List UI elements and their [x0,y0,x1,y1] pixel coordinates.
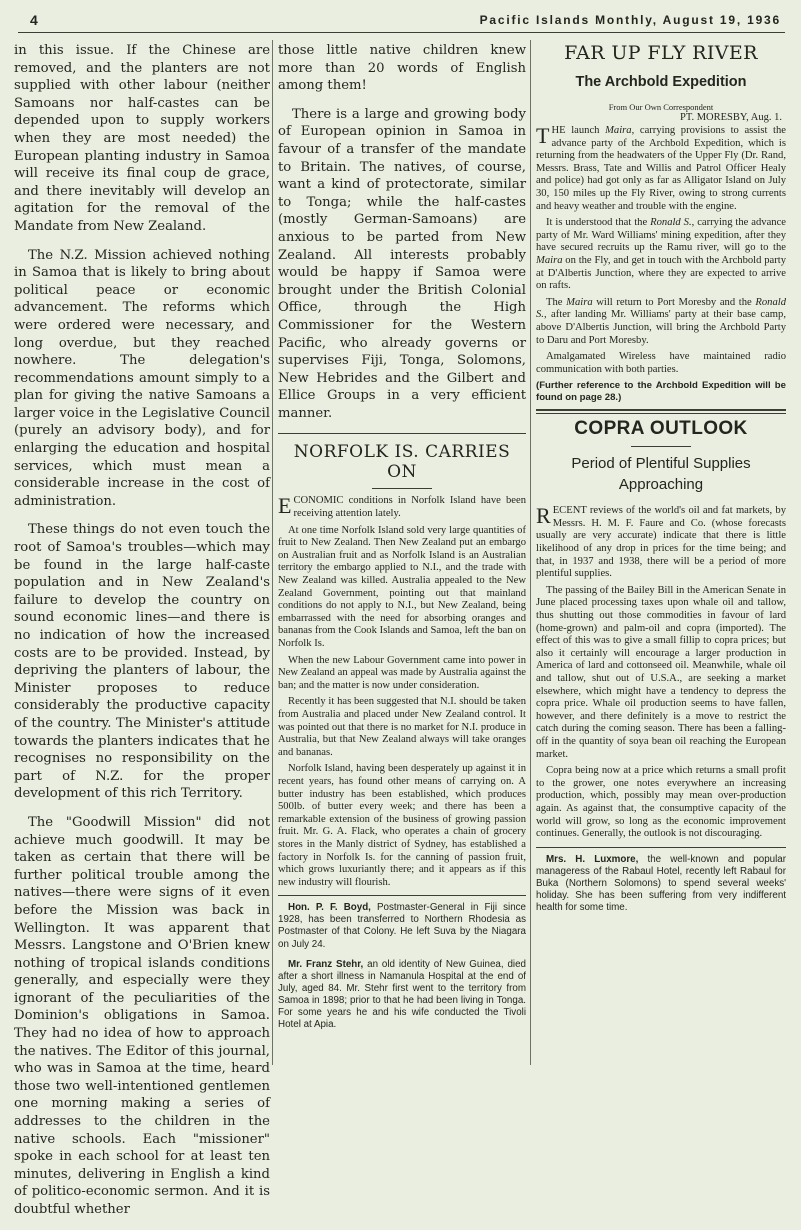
norfolk-headline: NORFOLK IS. CARRIES ON [293,442,511,483]
paragraph: RECENT reviews of the world's oil and fat markets, by Messrs. H. M. F. Faure and Co. (whose forecasts usually are very accurate) indicate that there is little likelihood of any drop in prices for the time being; and that, in 1937 and 1938, there will be a period of more plentiful supplies. [536,503,786,580]
paragraph: ECONOMIC conditions in Norfolk Island have been receiving attention lately. [278,493,526,520]
divider [631,446,691,447]
paragraph: THE launch Maira, carrying provisions to assist the advance party of the Archbold Expedition, which is returning from the headwaters of the Upper Fly (Dr. Rand, Messrs. Brass, Tate and Willis and Patrol Officer Healy and police) had got only as far as Alligator Island on July 30, 150 miles up the Fly River, owing to strong currents and heavy weather and trouble with the engine. [536,123,786,212]
divider [278,433,526,434]
drop-cap: E [278,493,292,519]
divider [372,488,432,489]
byline: From Our Own Correspondent [608,102,714,112]
news-item-stehr: Mr. Franz Stehr, an old identity of New Guinea, died after a short illness in Namanula Hospital at the end of July, aged 84. Mr. Stehr first went to the territory from Samoa in 1898; prior to that he had been living in Tonga. For some years he and his wife conducted the Tivoli Hotel at Apia. [278,958,527,1031]
paragraph: There is a large and growing body of European opinion in Samoa in favour of a transfer of the mandate to Britain. The natives, of course, want a kind of protectorate, similar to Tonga; while the half-castes (mostly German-Samoans) are anxious to be parted from New Zealand. All interests probably would be happy if Samoa were brought under the British Colonial Office, through the High Commissioner for the Western Pacific, who already governs or supervises Fiji, Tonga, Solomons, New Hebrides and the Gilbert and Ellice Groups in a very efficient manner. [278,106,526,421]
page-number: 4 [30,12,38,28]
paragraph: The passing of the Bailey Bill in the American Senate in June placed processing taxes upon whale oil and tallow, thus shutting out those commodities in favour of lard (home-grown) and palm-oil and copra (imported). The effect of this was to give a small fillip to copra prices; but also it certainly will encourage a larger production in America of lard and cottonseed oil. Meanwhile, whale oil and tallow, shut out of U.S.A., are seeking a market elsewhere, which might have a tendency to depress the copra price. Whale oil production seems to have fallen, however, and there definitely is a move to restrict the catch during the coming season. There has been a falling-off in the quantity of soya bean oil reaching the European market. [536,584,786,760]
column-left [14,42,270,1230]
drop-cap: R [536,503,551,529]
masthead: Pacific Islands Monthly, August 19, 1936 [479,13,781,27]
news-item-luxmore: Mrs. H. Luxmore, the well-known and popular manageress of the Rabaul Hotel, recently left Rabaul for Buka (Northern Solomons) to spend several weeks' holiday. She has been suffering from very indifferent health for some time. [536,853,786,914]
paragraph: Recently it has been suggested that N.I. should be taken from Australia and placed under New Zealand control. It was pointed out that there is no market for N.I. produce in Australia, but that New Zealand always will take oranges and bananas. [278,696,526,758]
page-header [18,10,785,33]
paragraph: Amalgamated Wireless have maintained radio communication with both parties. [536,351,786,375]
paragraph: It is understood that the Ronald S., carrying the advance party of Mr. Ward Williams' mining expedition, after they have secured recruits up the Ramu river, will go to the Maira on the Fly, and get in touch with the Archbold party at D'Albertis Junction, where they are expected to arrive on rafts. [536,217,786,292]
copra-subheadline: Period of Plentiful Supplies Approaching [571,455,751,494]
drop-cap: T [536,123,550,148]
fly-river-subheadline: The Archbold Expedition [575,74,747,90]
paragraph: The Maira will return to Port Moresby and the Ronald S., after landing Mr. Williams' party at their base camp, above D'Albertis Junction, will bring the Archbold Party to Daru and Port Moresby. [536,296,786,346]
divider [536,847,786,848]
divider [536,409,786,414]
paragraph: These things do not even touch the root of Samoa's troubles—which may be found in the large half-caste population and in New Zealand's failure to develop the country on sound economic lines—and there is no indication of how the increased costs are to be provided. Instead, by depriving the planters of labour, the Minister proposes to reduce considerably the productive capacity of the country. The Minister's attitude towards the planters indicates that he recognises no responsibility on the part of N.Z. for the proper development of this rich Territory. [14,522,270,802]
fly-river-headline: FAR UP FLY RIVER [564,42,758,64]
paragraph: At one time Norfolk Island sold very large quantities of fruit to New Zealand. Then New Zealand put an embargo on Australian fruit and as Norfolk Island is an Australian territory the embargo applied to N.I., and the trade with New Zealand was killed. Australia appealed to the New Zealand Government, pointing out that mainland conditions do not apply to N.I., but New Zealand, being embarrassed with the need for absorbing oranges and bananas from the Cook Islands and Samoa, left the ban on Norfolk Is. [278,524,526,649]
paragraph: The N.Z. Mission achieved nothing in Samoa that is likely to bring about political peace or economic advancement. The reforms which were ordered were necessary, and long overdue, but they reached nowhere. The delegation's recommendations amount simply to a plan for giving the native Samoans a larger voice in the Legislative Council (purely an advisory body), and for enlarging the education and hospital services, which must mean a considerable increase in the cost of administration. [14,247,270,509]
dateline: PT. MORESBY, Aug. 1. [679,112,782,123]
cross-reference-note: (Further reference to the Archbold Expedition will be found on page 28.) [536,380,786,403]
paragraph: Norfolk Island, having been desperately up against it in recent years, has found other means of carrying on. A butter industry has been established, which produces 500lb. of butter every week; and there has been a remarkable extension of the business of growing passion fruit. Mr. G. A. Flack, who operates a chain of grocery stores in the Manly district of Sydney, has established a factory in Norfolk Is. for the canning of passion fruit, which grows luxuriantly there; and it appears as if this new industry will flourish. [278,763,526,888]
divider [278,895,526,896]
column-divider [272,40,273,1065]
copra-headline: COPRA OUTLOOK [574,418,748,440]
column-divider [530,40,531,1065]
news-item-boyd: Hon. P. F. Boyd, Postmaster-General in Fiji since 1928, has been transferred to Northern Rhodesia as Postmaster of that Colony. He left Suva by the Niagara on July 24. [278,902,526,950]
paragraph: those little native children knew more than 20 words of English among them! [278,43,526,94]
paragraph: The "Goodwill Mission" did not achieve much goodwill. It may be taken as certain that there will be further political trouble among the natives—there were signs of it even before the Mission was back in Wellington. It was apparent that Messrs. Langstone and O'Brien knew nothing of tropical islands conditions generally, and especially were they ignorant of the peculiarities of the Dominion's obligations in Samoa. They had no idea of how to approach the natives. The Editor of this journal, who was in Samoa at the time, heard those two well-intentioned gentlemen one morning making a series of addresses to the children in the native schools. Each "missioner" spoke in each school for at least ten minutes, delivering in English a kind of politico-economic sermon. And it is doubtful whether [14,814,270,1217]
column-middle [278,42,526,1039]
paragraph: in this issue. If the Chinese are removed, and the planters are not supplied with other labour (neither Samoans nor half-castes can be depended upon to supply workers when they are most needed) the European planting industry in Samoa will receive its final coup de grace, and there inevitably will develop an agitation for the removal of the Mandate from New Zealand. [14,43,270,234]
paragraph: When the new Labour Government came into power in New Zealand an appeal was made by Australia against the ban; and the matter is now under consideration. [278,654,526,691]
paragraph: Copra being now at a price which returns a small profit to the grower, one notes everywhere an increasing production, which, possibly may mean over-production again. As against that, the consumptive capacity of the world will grow, so long as the economic improvement continues. Generally, the outlook is not discouraging. [536,765,786,840]
column-right [536,42,786,922]
